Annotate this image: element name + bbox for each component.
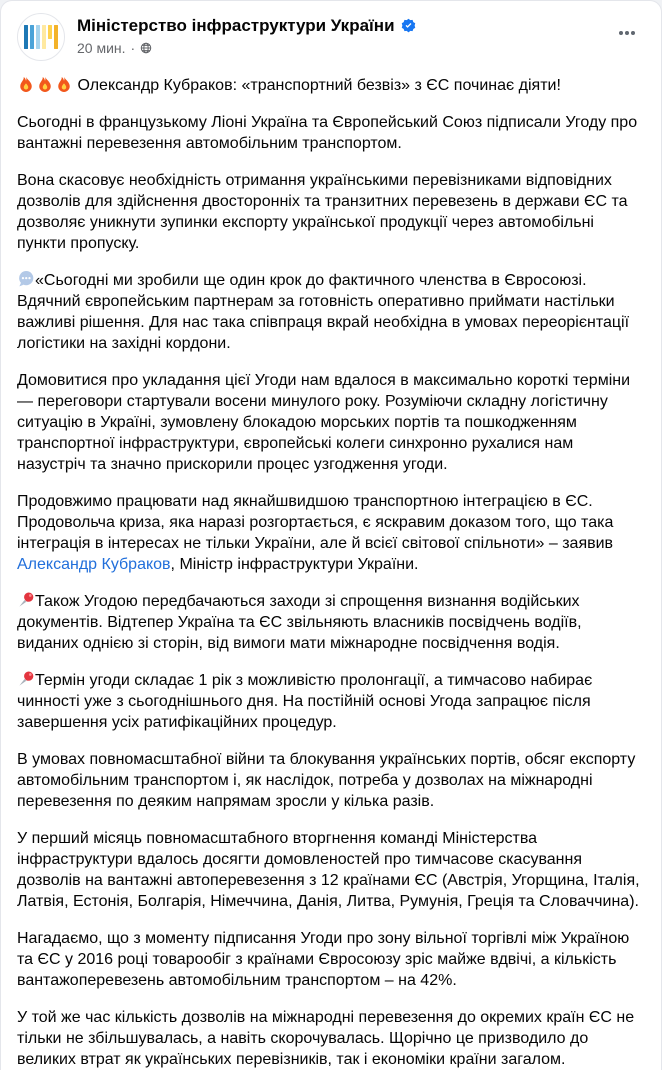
text-run: В умовах повномасштабної війни та блокування українських портів, обсяг експорту автомобільним транспортом і, як наслідок, потреба у дозволах на міжнародні перевезення по деяким напрямам зросли у кілька разів.: [17, 751, 640, 810]
pin-icon: [17, 670, 35, 691]
page-name-link[interactable]: Міністерство інфраструктури України: [77, 16, 395, 35]
post-paragraph: [17, 112, 645, 154]
post-paragraph: [17, 370, 645, 475]
post-paragraph: [17, 749, 645, 812]
fire-icon: [55, 75, 73, 96]
post-paragraph: [17, 1007, 645, 1070]
text-run: У перший місяць повномасштабного вторгнення команді Міністерства інфраструктури вдалось досягти домовленостей про тимчасове скасування дозволів на вантажні автоперевезення з 12 країнами ЄС (Австрія, Угорщина, Італія, Латвія, Естонія, Болгарія, Німеччина, Данія, Литва, Румунія, Греція та Словаччина).: [17, 830, 645, 910]
post-paragraph: [17, 75, 645, 96]
header-info: [77, 13, 609, 56]
text-run: Домовитися про укладання цієї Угоди нам вдалося в максимально короткі терміни — переговори стартували восени минулого року. Розуміючи складну логістичну ситуацію в Україні, зумовлену блокадою морських портів та пошкодженням транспортної інфраструктури, європейські колеги синхронно рухалися нам назустріч та значно прискорили процес узгодження угоди.: [17, 372, 635, 473]
post-paragraph: [17, 591, 645, 654]
page-avatar[interactable]: [17, 13, 65, 61]
post-paragraph: [17, 170, 645, 254]
text-run: Сьогодні в французькому Ліоні Україна та Європейський Союз підписали Угоду про вантажні перевезення автомобільним транспортом.: [17, 114, 642, 152]
meta-separator: ·: [130, 40, 136, 56]
page-name-row: [77, 15, 609, 36]
text-run: У той же час кількість дозволів на міжнародні перевезення до окремих країн ЄС не тільки не збільшувалась, а навіть скорочувалась. Щорічно це призводило до великих втрат як українських перевізників, так і економіки країни загалом.: [17, 1009, 639, 1068]
text-run: «Сьогодні ми зробили ще один крок до фактичного членства в Євросоюзі. Вдячний європейським партнерам за готовність оперативно приймати настільки важливі рішення. Для нас така співпраця вкрай необхідна в умовах переорієнтації логістики на західні кордони.: [17, 272, 634, 352]
person-link[interactable]: Александр Кубраков: [17, 556, 171, 573]
text-run: Нагадаємо, що з моменту підписання Угоди про зону вільної торгівлі між Україною та ЄС у 2016 році товарообіг з країнами Євросоюзу зріс майже вдвічі, а кількість вантажоперевезень автомобільним транспортом – на 42%.: [17, 930, 634, 989]
ministry-logo-icon: [24, 25, 58, 49]
text-run: Продовжимо працювати над якнайшвидшою транспортною інтеграцією в ЄС. Продовольча криза, яка наразі розгортається, є яскравим доказом того, що така інтеграція в інтересах не тільки України, але й всієї світової спільноти» – заявив: [17, 493, 618, 552]
text-run: Олександр Кубраков: «транспортний безвіз» з ЄС починає діяти!: [73, 77, 561, 94]
text-run: , Міністр інфраструктури України.: [170, 556, 419, 573]
text-run: Термін угоди складає 1 рік з можливістю пролонгації, а тимчасово набирає чинності уже з сьогоднішнього дня. На постійній основі Угода запрацює після завершення усіх ратифікаційних процедур.: [17, 672, 597, 731]
post-paragraph: [17, 828, 645, 912]
speech-icon: [17, 270, 35, 291]
globe-privacy-icon: [140, 42, 152, 54]
post-paragraph: [17, 491, 645, 575]
more-options-button[interactable]: [609, 15, 645, 51]
post-paragraph: [17, 270, 645, 354]
text-run: Також Угодою передбачаються заходи зі спрощення визнання водійських документів. Відтепер Україна та ЄС звільняють власників посвідчень водіїв, виданих однією зі сторін, від вимоги мати міжнародне посвідчення водія.: [17, 593, 586, 652]
pin-icon: [17, 591, 35, 612]
text-run: Вона скасовує необхідність отримання українськими перевізниками відповідних дозволів для здійснення двосторонніх та транзитних перевезень в держави ЄС та дозволяє уникнути зупинки експорту української продукції через автомобільні пункти пропуску.: [17, 172, 633, 252]
post-timestamp[interactable]: 20 мин.: [77, 40, 126, 56]
post-content: [1, 67, 661, 1070]
fire-icon: [17, 75, 35, 96]
post-paragraph: [17, 928, 645, 991]
post-header: [1, 1, 661, 67]
post-meta: [77, 40, 609, 56]
verified-badge-icon: [401, 18, 416, 33]
ellipsis-icon: [617, 23, 637, 43]
post-paragraph: [17, 670, 645, 733]
fire-icon: [36, 75, 54, 96]
